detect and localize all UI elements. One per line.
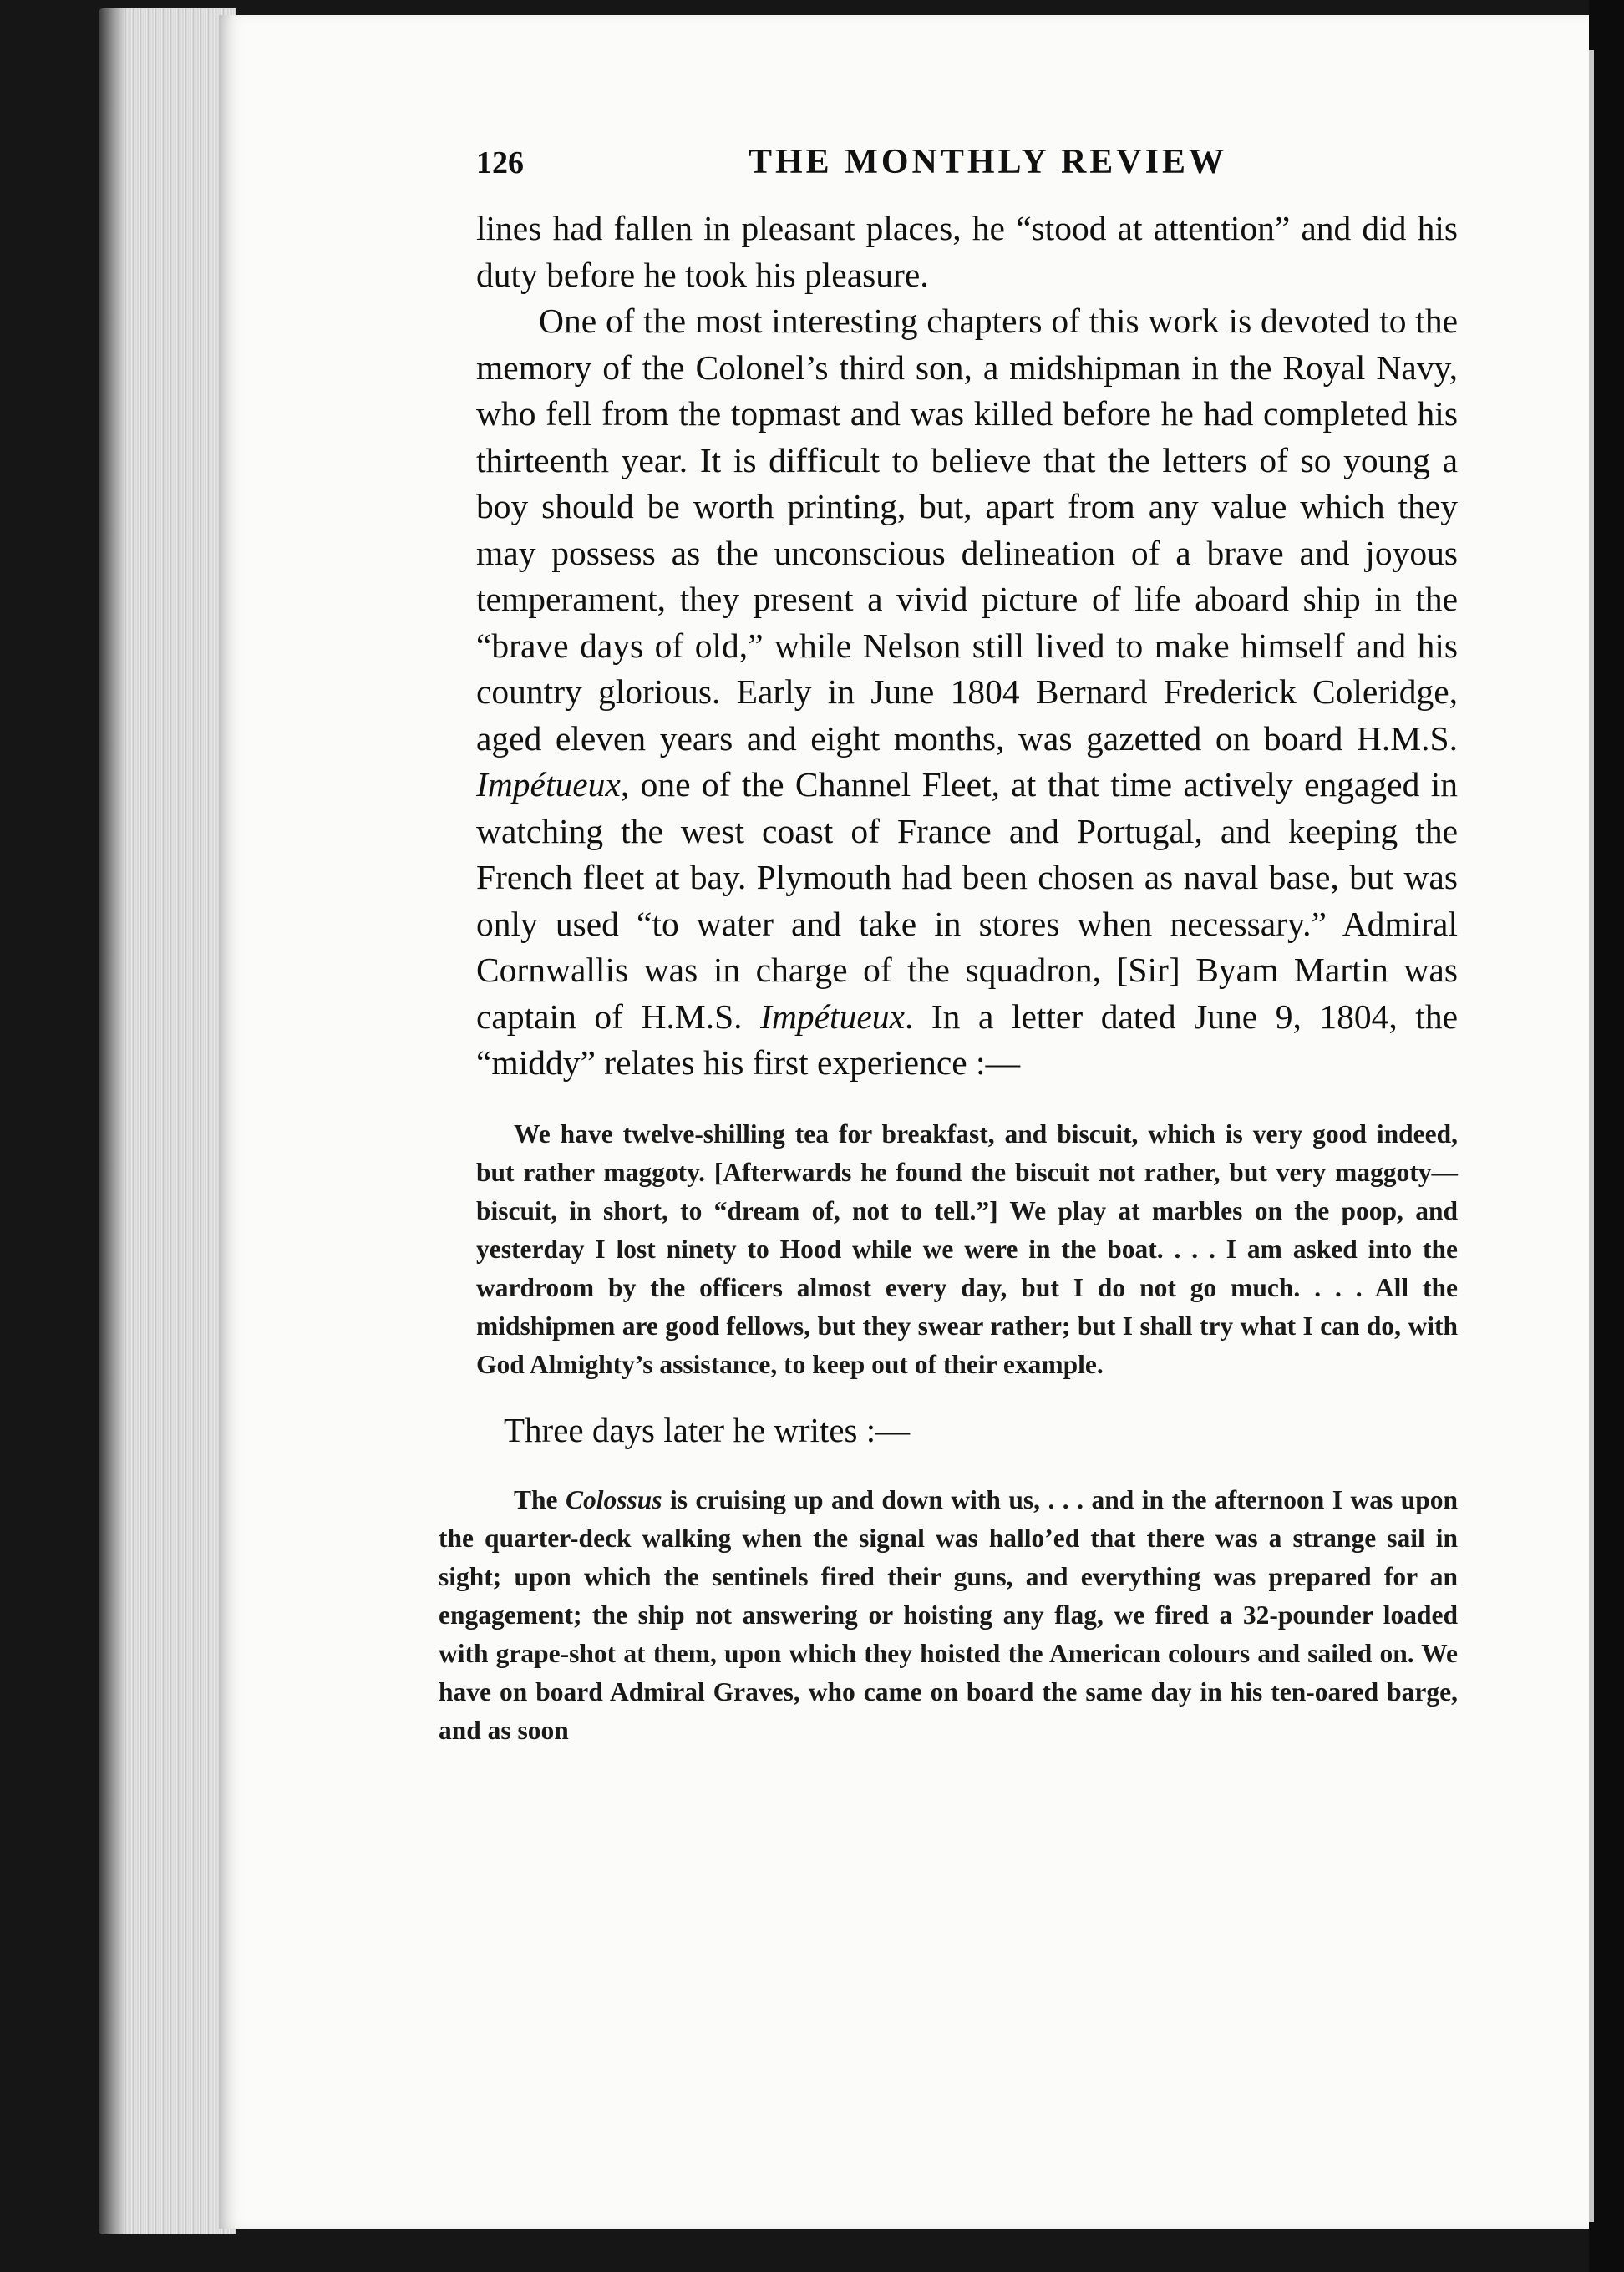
page-number: 126 [476,145,524,180]
body-text [476,205,1458,1087]
ship-name: Colossus [566,1484,662,1514]
right-page-edge [1589,0,1624,2272]
paragraph-text: One of the most interesting chapters of this work is devoted to the memory of the Colonel’s third son, a midshipman in the Royal Navy, who fell from the topmast and was killed before he had completed his thirteenth year. It is difficult to believe that the letters of so young a boy should be worth printing, but, apart from any value which they may possess as the unconscious delineation of a brave and joyous temperament, they present a vivid picture of life aboard ship in the “brave days of old,” while Nelson still lived to make himself and his country glorious. Early in June 1804 Bernard Frederick Coleridge, aged eleven years and eight months, was gazetted on board H.M.S. [476,302,1458,758]
paragraph-midshipman [476,298,1458,1087]
book-spine-shadow [99,8,124,2234]
page-text [439,142,1458,1750]
extract-text: is cruising up and down with us, . . . and in the afternoon I was upon the quarter-deck walking when the signal was hallo’ed that there was a strange sail in sight; upon which the sentinels fired their guns, and everything was prepared for an engagement; the ship not answering or hoisting any flag, we fired a 32-pounder loaded with grape-shot at them, upon which they hoisted the American colours and sailed on. We have on board Admiral Graves, who came on board the same day in his ten-oared barge, and as soon [439,1484,1458,1745]
paragraph-text: , one of the Channel Fleet, at that time actively engaged in watching the west coast of France and Portugal, and keeping the French fleet at bay. Plymouth had been chosen as naval base, but was only used “to water and take in stores when necessary.” Admiral Cornwallis was in charge of the squadron, [Sir] Byam Martin was captain of H.M.S. [476,765,1458,1036]
extract-text: We have twelve-shilling tea for breakfast, and biscuit, which is very good indeed, but rather maggoty. [Afterwards he found the biscuit not rather, but very maggoty—biscuit, in short, to “dream of, not to tell.”] We play at marbles on the poop, and yesterday I lost ninety to Hood while we were in the boat. . . . I am asked into the wardroom by the officers almost every day, but I do not go much. . . . All the midshipmen are good fellows, but they swear rather; but I shall try what I can do, with God Almighty’s assistance, to keep out of their example. [476,1118,1458,1379]
running-title: THE MONTHLY REVIEW [749,143,1227,181]
extract-lead: The [514,1484,558,1514]
letter-extract-2 [439,1481,1458,1750]
ship-name: Impétueux [760,997,905,1036]
ship-name: Impétueux [476,765,621,804]
paragraph-text: . In a letter dated June 9, 1804, the “middy” relates his first experience :— [476,997,1458,1082]
extract-paragraph [439,1481,1458,1750]
letter-extract-1 [476,1115,1458,1384]
transition-line: Three days later he writes :— [504,1410,911,1449]
paragraph-continued: lines had fallen in pleasant places, he “stood at attention” and did his duty before he took his pleasure. [476,209,1458,294]
running-header [476,142,1458,200]
